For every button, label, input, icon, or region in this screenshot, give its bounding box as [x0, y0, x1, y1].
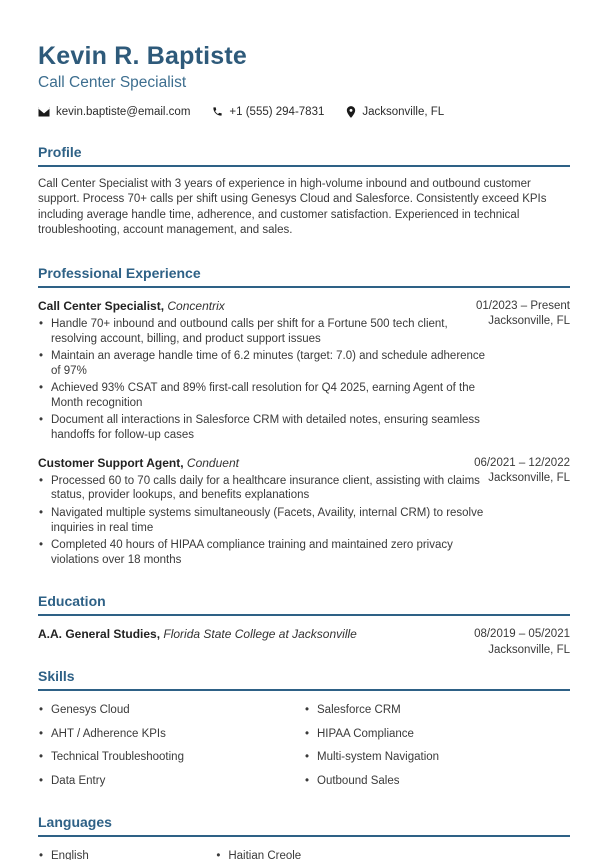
- experience-entry: [38, 456, 570, 568]
- contact-phone: [212, 106, 324, 118]
- job-date-range: 06/2021 – 12/2022: [474, 456, 570, 469]
- section-skills: [38, 668, 570, 788]
- person-name: Kevin R. Baptiste: [38, 42, 248, 70]
- job-bullet: • Navigated multiple systems simultaneously (Facets, Availity, internal CRM) to resolve inquiries in real time: [38, 506, 486, 536]
- skills-list: [38, 703, 570, 788]
- job-bullet-list: [38, 317, 486, 443]
- contact-email-text: kevin.baptiste@email.com: [56, 105, 191, 118]
- job-company: Conduent: [186, 455, 239, 470]
- education-date-range: 08/2019 – 05/2021: [474, 628, 570, 641]
- education-main: [38, 627, 486, 642]
- job-bullet: • Achieved 93% CSAT and 89% first-call resolution for Q4 2025, earning Agent of the Month recognition: [38, 381, 486, 411]
- skill-item: • Multi-system Navigation: [304, 750, 570, 764]
- job-dates: [476, 299, 570, 330]
- education-title-line: [38, 627, 486, 642]
- contact-email: [38, 106, 190, 118]
- skill-item: • AHT / Adherence KPIs: [38, 727, 304, 741]
- degree-title: A.A. General Studies,: [38, 627, 161, 642]
- contact-location: [346, 106, 444, 118]
- job-bullet: • Processed 60 to 70 calls daily for a healthcare insurance client, assisting with claims status, provider lookups, and benefits explanations: [38, 474, 486, 504]
- languages-heading: Languages: [38, 814, 570, 837]
- languages-list: [38, 849, 570, 860]
- job-main: [38, 299, 486, 443]
- job-bullet: • Maintain an average handle time of 6.2 minutes (target: 7.0) and schedule adherence of 97%: [38, 349, 486, 379]
- job-title-line: [38, 456, 486, 471]
- experience-entry: [38, 299, 570, 443]
- contact-location-text: Jacksonville, FL: [362, 105, 445, 118]
- skills-heading: Skills: [38, 668, 570, 691]
- job-main: [38, 456, 486, 568]
- language-item: • Haitian Creole: [215, 849, 392, 860]
- skill-item: • Genesys Cloud: [38, 703, 304, 717]
- job-date-range: 01/2023 – Present: [476, 299, 570, 312]
- job-dates: [474, 456, 570, 487]
- education-entry: [38, 627, 570, 656]
- skill-item: • HIPAA Compliance: [304, 727, 570, 741]
- experience-heading: Professional Experience: [38, 265, 570, 288]
- job-bullet: • Document all interactions in Salesforce CRM with detailed notes, ensuring seamless handoffs for follow-up cases: [38, 413, 486, 443]
- job-company: Concentrix: [167, 298, 225, 313]
- section-experience: [38, 265, 570, 568]
- job-location: Jacksonville, FL: [488, 472, 570, 485]
- person-job-title: Call Center Specialist: [38, 73, 187, 91]
- skill-item: • Data Entry: [38, 774, 304, 788]
- profile-summary: Call Center Specialist with 3 years of experience in high-volume inbound and outbound customer support. Process 70+ calls per shift using Genesys Cloud and Salesforce. Consistently exceed KPIs including average handle time, adherence, and customer satisfaction. Experienced in technical troubleshooting, account management, and sales.: [38, 177, 547, 237]
- job-bullet-list: [38, 474, 486, 568]
- location-pin-icon: [346, 106, 356, 118]
- section-languages: [38, 814, 570, 860]
- phone-icon: [212, 106, 223, 117]
- profile-heading: Profile: [38, 144, 570, 167]
- skill-item: • Outbound Sales: [304, 774, 570, 788]
- section-education: [38, 593, 570, 656]
- resume-header: [38, 42, 570, 118]
- job-title: Call Center Specialist,: [38, 298, 165, 313]
- contact-row: [38, 106, 570, 118]
- section-profile: [38, 144, 570, 239]
- skill-item: • Salesforce CRM: [304, 703, 570, 717]
- language-item: • English: [38, 849, 215, 860]
- skill-item: • Technical Troubleshooting: [38, 750, 304, 764]
- job-title: Customer Support Agent,: [38, 455, 184, 470]
- envelope-icon: [38, 107, 50, 117]
- job-bullet: • Handle 70+ inbound and outbound calls per shift for a Fortune 500 tech client, resolving account, billing, and product support issues: [38, 317, 486, 347]
- contact-phone-text: +1 (555) 294-7831: [229, 105, 325, 118]
- job-title-line: [38, 299, 486, 314]
- job-location: Jacksonville, FL: [488, 315, 570, 328]
- education-heading: Education: [38, 593, 570, 616]
- education-location: Jacksonville, FL: [488, 643, 570, 656]
- education-dates: [474, 627, 570, 658]
- school-name: Florida State College at Jacksonville: [163, 627, 357, 642]
- job-bullet: • Completed 40 hours of HIPAA compliance training and maintained zero privacy violations over 18 months: [38, 538, 486, 568]
